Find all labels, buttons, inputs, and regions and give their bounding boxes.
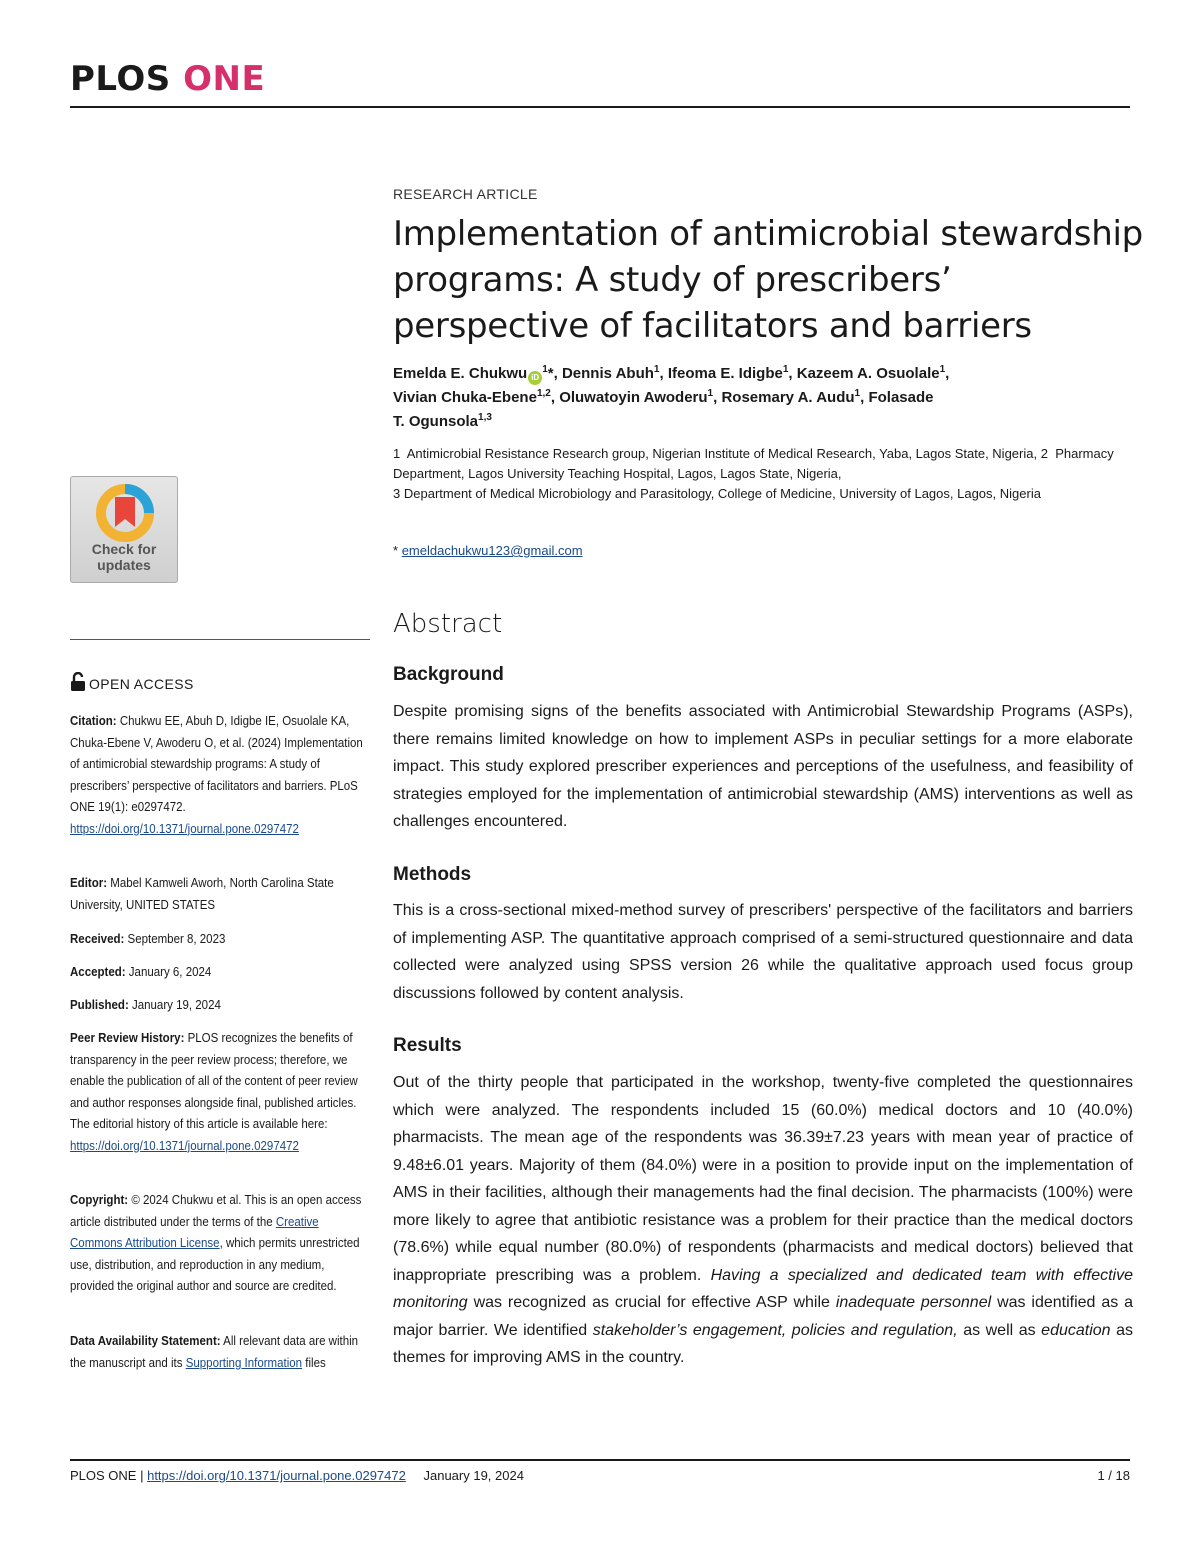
- author-name[interactable]: Rosemary A. Audu: [721, 389, 855, 406]
- affiliation-text: Antimicrobial Resistance Research group, Nigerian Institute of Medical Research, Yaba, Lagos State, Nigeria,: [406, 446, 1038, 461]
- open-access-label: [70, 672, 194, 695]
- citation-doi-link[interactable]: https://doi.org/10.1371/journal.pone.0297472: [70, 821, 299, 836]
- published-block: [70, 995, 370, 1017]
- copyright-label: Copyright:: [70, 1193, 129, 1207]
- check-updates-icon: [95, 483, 155, 543]
- author-affiliation-ref: 1: [653, 364, 660, 375]
- background-text: Despite promising signs of the benefits associated with Antimicrobial Stewardship Programs (ASPs), there remains limited knowledge on how to implement ASPs in peculiar settings for a more elaborate impact. This study explored prescriber experiences and perceptions of the usefulness, and feasibility of strategies employed for the implementation of antimicrobial stewardship (AMS) interventions as well as challenges encountered.: [393, 703, 1133, 830]
- author-affiliation-ref: 1,2: [536, 388, 551, 399]
- peer-review-link[interactable]: https://doi.org/10.1371/journal.pone.0297472: [70, 1138, 299, 1153]
- affiliation-text: Department of Medical Microbiology and Parasitology, College of Medicine, University of Lagos, Lagos, Nigeria: [403, 486, 1041, 501]
- affiliation-number: 2: [1040, 446, 1048, 461]
- check-for-updates-badge[interactable]: [70, 476, 178, 583]
- author-affiliation-ref: 1: [939, 364, 946, 375]
- methods-heading: Methods: [393, 864, 472, 885]
- header-divider: [70, 106, 1130, 108]
- editor-block: [70, 873, 370, 916]
- corresponding-marker: *: [547, 365, 554, 382]
- author-name[interactable]: Ifeoma E. Idigbe: [667, 365, 783, 382]
- peer-review-text: PLOS recognizes the benefits of transparency in the peer review process; therefore, we enable the publication of all of the content of peer review and author responses alongside final, published articles. The editorial history of this article is available here:: [70, 1031, 358, 1131]
- author-name-second-part: T. Ogunsola: [393, 413, 479, 430]
- results-text-part: was identified as a major barrier. We identified: [393, 1294, 1134, 1339]
- open-access-text: OPEN ACCESS: [89, 676, 194, 692]
- copyright-block: [70, 1190, 370, 1298]
- author-affiliation-ref: 1: [782, 364, 789, 375]
- logo-one: ONE: [183, 59, 266, 99]
- received-label: Received:: [70, 932, 125, 946]
- citation-text: Chukwu EE, Abuh D, Idigbe IE, Osuolale KA, Chuka-Ebene V, Awoderu O, et al. (2024) Implementation of antimicrobial stewardship programs: A study of prescribers’ perspective of facilitators and barriers. PLoS ONE 19(1): e0297472.: [70, 714, 363, 814]
- corresponding-author: [393, 541, 1133, 561]
- author-name[interactable]: Emelda E. Chukwu: [393, 365, 528, 382]
- data-availability-label: Data Availability Statement:: [70, 1334, 221, 1348]
- affiliation-text: Pharmacy Department, Lagos University Teaching Hospital, Lagos, Lagos State, Nigeria,: [393, 446, 1114, 481]
- citation-label: Citation:: [70, 714, 117, 728]
- citation-block: [70, 711, 370, 840]
- corresponding-marker: *: [393, 543, 399, 558]
- author-name[interactable]: Vivian Chuka-Ebene: [393, 389, 537, 406]
- orcid-icon[interactable]: iD: [528, 371, 542, 385]
- editor-text: Mabel Kamweli Aworh, North Carolina State University, UNITED STATES: [70, 876, 334, 912]
- article-type: RESEARCH ARTICLE: [393, 186, 538, 202]
- methods-text: This is a cross-sectional mixed-method survey of prescribers' perspective of the facilitators and barriers of implementing ASP. The quantitative approach comprised of a semi-structured questionnaire and data collected were analyzed using SPSS version 26 while the qualitative approach used focus group discussions followed by content analysis.: [393, 902, 1133, 1002]
- supporting-information-link[interactable]: Supporting Information: [185, 1355, 303, 1370]
- sidebar-divider: [70, 639, 370, 640]
- results-emphasis: education: [1041, 1321, 1111, 1339]
- results-emphasis: inadequate personnel: [835, 1294, 992, 1311]
- affiliation-number: 1: [393, 446, 401, 461]
- accepted-block: [70, 962, 370, 984]
- results-text-part: as themes for improving AMS in the country.: [393, 1321, 1134, 1366]
- article-title: Implementation of antimicrobial stewardship programs: A study of prescribers’ perspective of facilitators and barriers: [393, 214, 1143, 346]
- results-emphasis: stakeholder’s engagement, policies and regulation,: [592, 1321, 958, 1339]
- received-block: [70, 929, 370, 951]
- logo-plos: PLOS: [70, 59, 171, 99]
- results-text-part: as well as: [963, 1321, 1036, 1339]
- journal-logo: [70, 59, 266, 99]
- peer-review-label: Peer Review History:: [70, 1031, 185, 1045]
- author-affiliation-ref: 1,3: [478, 412, 492, 423]
- peer-review-block: [70, 1028, 370, 1157]
- open-lock-icon: [70, 672, 86, 695]
- results-heading: Results: [393, 1035, 462, 1056]
- affiliation-number: 3: [393, 486, 401, 501]
- author-name[interactable]: Oluwatoyin Awoderu: [559, 389, 708, 406]
- license-link[interactable]: Creative Commons Attribution License: [70, 1214, 319, 1250]
- results-text: [393, 1069, 1133, 1372]
- author-list: Emelda E. Chukwu $iD^1*$, Dennis Abuh$^1$, Ifeoma E. Idigbe$^1$, Kazeem A. Osuolale$^1$, Vivian Chuka-Ebene$^{1,2}$, Oluwatoyin Awoderu$^1$, Rosemary A. Audu$^1$, Folasade T. Ogunsola$^{1,3}$: [393, 364, 950, 430]
- editor-label: Editor:: [70, 876, 108, 890]
- footer-citation: [70, 1468, 524, 1483]
- author-affiliation-ref: 1: [542, 364, 548, 375]
- footer-journal: PLOS ONE |: [70, 1468, 144, 1483]
- data-availability-text: All relevant data are within the manuscript and its: [70, 1334, 359, 1370]
- abstract-heading: Abstract: [393, 609, 503, 639]
- received-date: September 8, 2023: [127, 932, 226, 946]
- accepted-date: January 6, 2024: [128, 965, 212, 979]
- results-emphasis: Having a specialized and dedicated team with effective monitoring: [393, 1266, 1133, 1311]
- published-label: Published:: [70, 998, 129, 1012]
- data-availability-block: [70, 1331, 370, 1374]
- published-date: January 19, 2024: [131, 998, 221, 1012]
- page-number: 1 / 18: [1097, 1468, 1130, 1483]
- corresponding-email-link[interactable]: emeldachukwu123@gmail.com: [401, 543, 583, 558]
- footer-doi-link[interactable]: https://doi.org/10.1371/journal.pone.0297472: [147, 1468, 406, 1483]
- copyright-text: © 2024 Chukwu et al. This is an open access article distributed under the terms of the: [70, 1193, 362, 1229]
- footer-divider: [70, 1459, 1130, 1461]
- affiliations: [393, 444, 1133, 504]
- footer-date: January 19, 2024: [423, 1468, 524, 1483]
- results-text-part: Out of the thirty people that participated in the workshop, twenty-five completed the questionnaires which were analyzed. The respondents included 15 (60.0%) medical doctors and 10 (40.0%) pharmacists. The mean age of the respondents was 36.39±7.23 years with mean year of practice of 9.48±6.01 years. Majority of them (84.0%) were in a position to provide input on the implementation of AMS in their facilities, although their managements had the final decision. The pharmacists (100%) were more likely to agree that antibiotic resistance was a problem for their practice than the medical doctors (78.6%) while equal number (80.0%) of respondents (pharmacists and medical doctors) believed that inappropriate prescribing was a problem.: [393, 1074, 1133, 1284]
- accepted-label: Accepted:: [70, 965, 126, 979]
- author-affiliation-ref: 1: [707, 388, 714, 399]
- author-affiliation-ref: 1: [854, 388, 861, 399]
- author-name[interactable]: Dennis Abuh: [561, 365, 654, 382]
- data-availability-text-end: files: [305, 1355, 326, 1370]
- author-name-first-part: Folasade: [868, 389, 934, 406]
- results-text-part: was recognized as crucial for effective ASP while: [473, 1294, 830, 1311]
- check-updates-label: Check for updates: [91, 541, 157, 573]
- background-heading: Background: [393, 664, 504, 685]
- author-name[interactable]: Kazeem A. Osuolale: [796, 365, 940, 382]
- copyright-text-end: , which permits unrestricted use, distribution, and reproduction in any medium, provided the original author and source are credited.: [70, 1236, 360, 1293]
